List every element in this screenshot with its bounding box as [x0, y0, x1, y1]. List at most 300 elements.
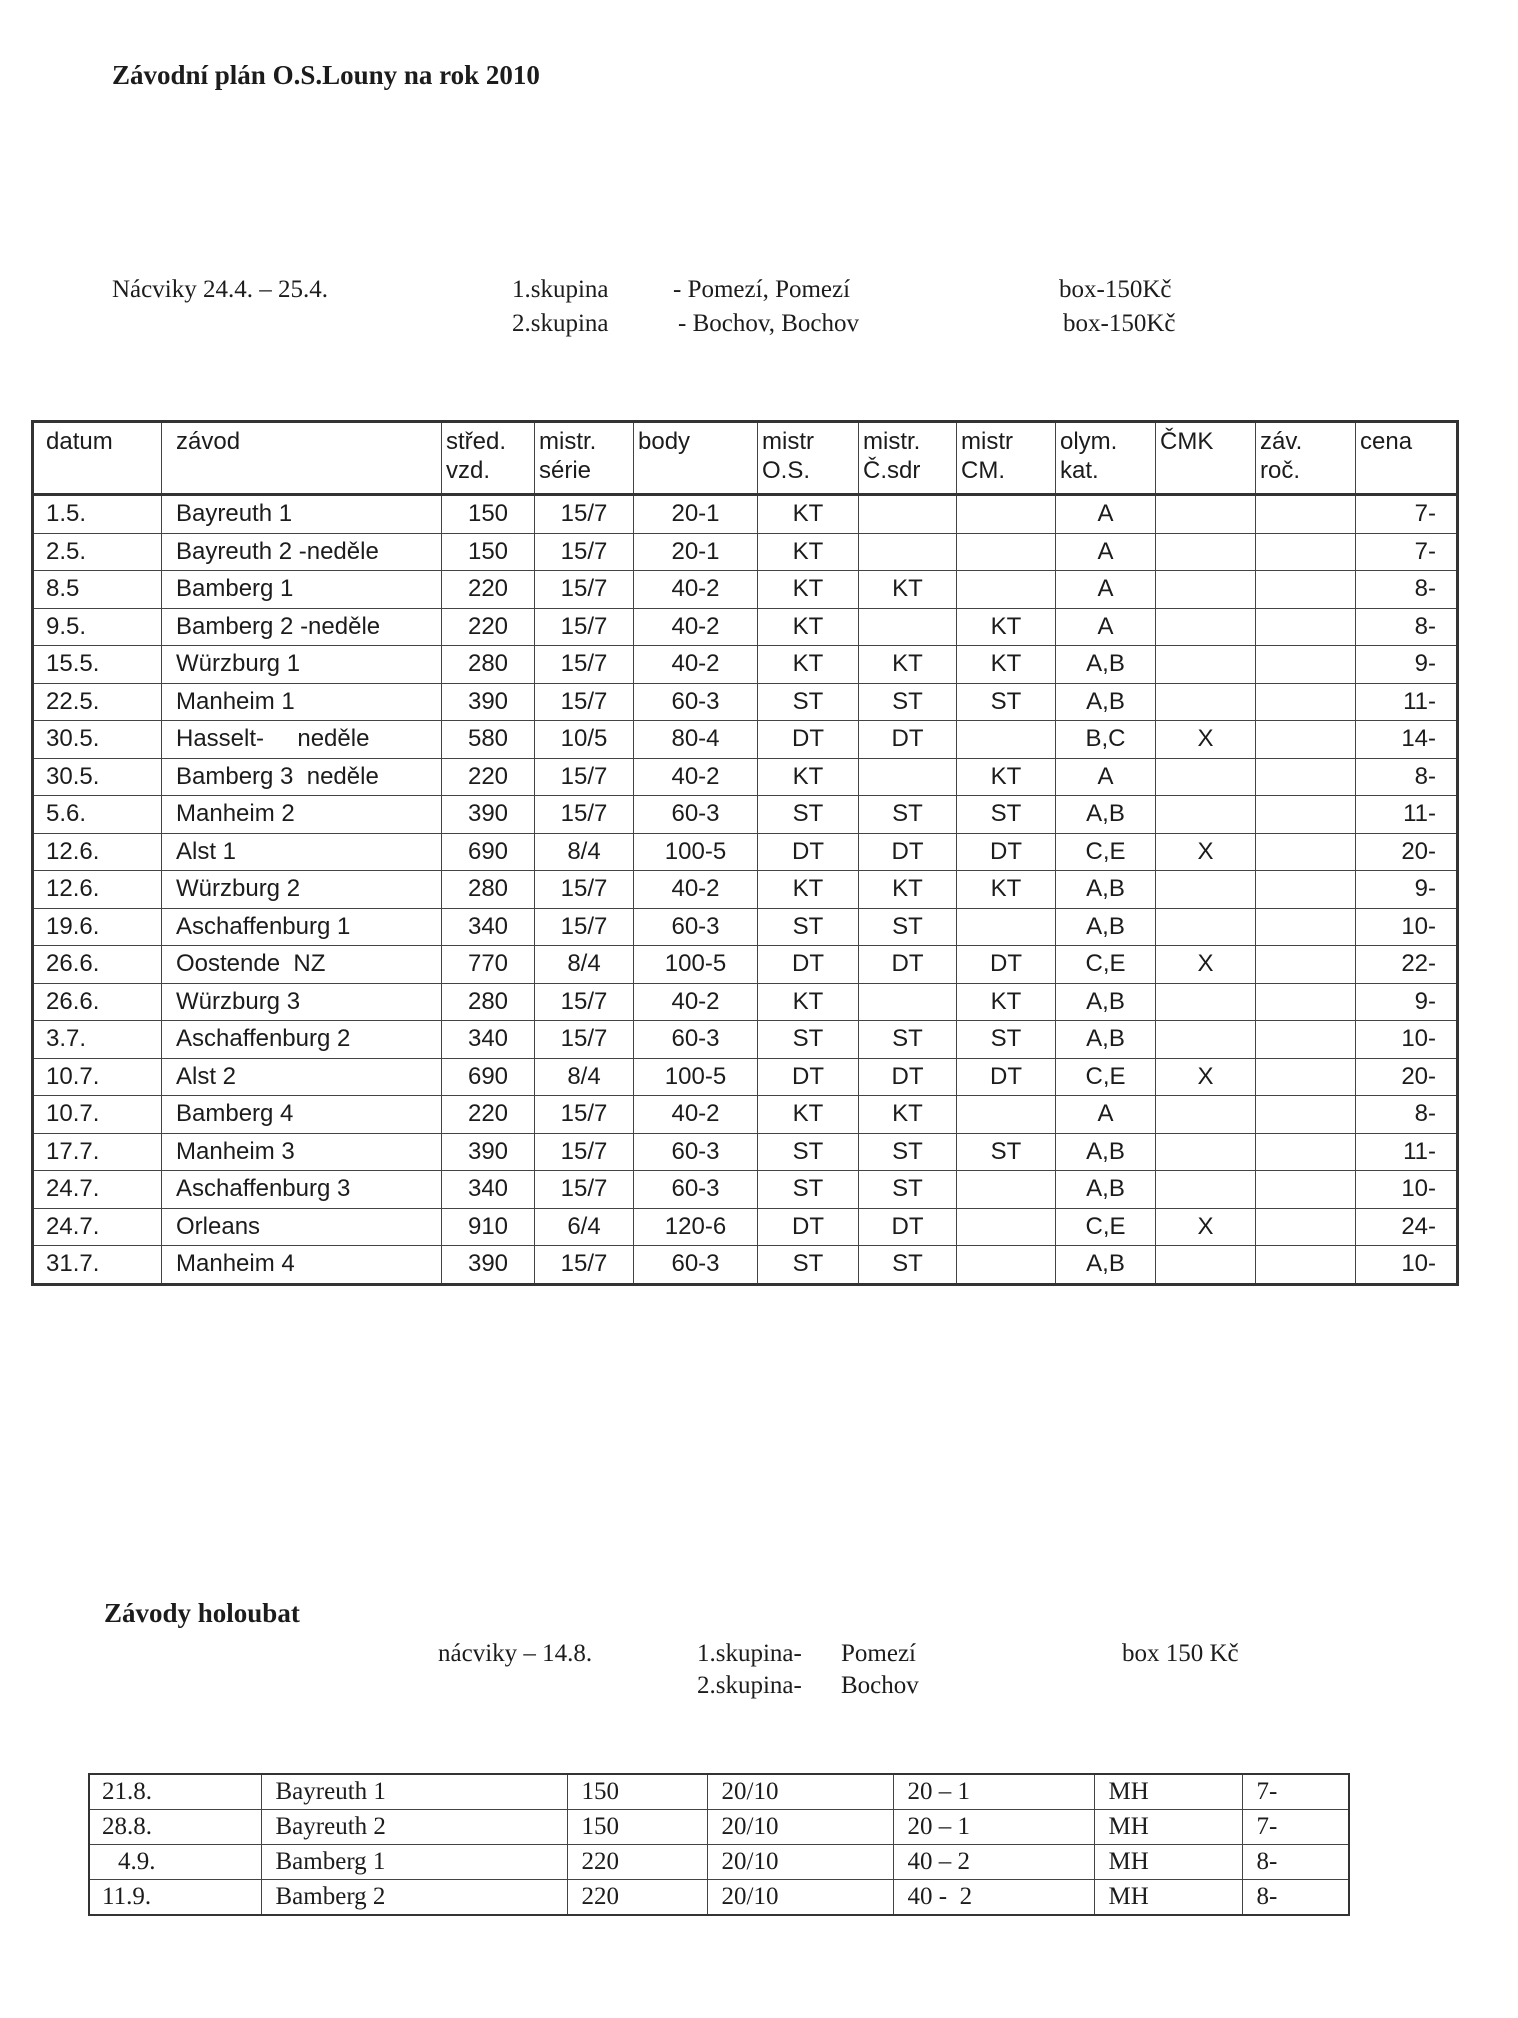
cell-cena: 8-	[1356, 571, 1458, 609]
cell-stred-vzd: 220	[442, 1096, 535, 1134]
cell-olym-kat: A	[1056, 608, 1156, 646]
cell-datum: 8.5	[33, 571, 162, 609]
cell-mistr-serie: 10/5	[535, 721, 634, 759]
header-olym-kat	[1056, 422, 1156, 495]
cell-stred-vzd: 580	[442, 721, 535, 759]
cell-body: 100-5	[634, 946, 758, 984]
cell-cmk	[1156, 908, 1256, 946]
table-row	[33, 1246, 1458, 1285]
cell-cmk	[1156, 871, 1256, 909]
young-cell-cena: 7-	[1242, 1810, 1349, 1845]
cell-zavod: Bamberg 4	[162, 1096, 442, 1134]
cell-zav-roc	[1256, 1246, 1356, 1285]
table-row	[33, 1171, 1458, 1209]
cell-zav-roc	[1256, 758, 1356, 796]
table-row	[33, 946, 1458, 984]
page-title: Závodní plán O.S.Louny na rok 2010	[112, 60, 540, 90]
header-olym-kat-line-1: olym.	[1060, 428, 1118, 455]
cell-cmk	[1156, 533, 1256, 571]
cell-mistr-os: DT	[758, 833, 859, 871]
cell-mistr-serie: 15/7	[535, 495, 634, 534]
cell-cmk: X	[1156, 721, 1256, 759]
cell-cmk	[1156, 796, 1256, 834]
cell-mistr-csdr	[859, 608, 957, 646]
cell-mistr-csdr: KT	[859, 571, 957, 609]
cell-zavod: Bayreuth 1	[162, 495, 442, 534]
cell-mistr-serie: 15/7	[535, 646, 634, 684]
cell-zav-roc	[1256, 1208, 1356, 1246]
cell-zavod: Manheim 1	[162, 683, 442, 721]
cell-cena: 11-	[1356, 796, 1458, 834]
header-zav-roc	[1256, 422, 1356, 495]
young-cell-body: 20 – 1	[893, 1774, 1094, 1810]
table-row	[33, 983, 1458, 1021]
cell-datum: 9.5.	[33, 608, 162, 646]
cell-stred-vzd: 390	[442, 1133, 535, 1171]
cell-mistr-csdr: DT	[859, 1208, 957, 1246]
cell-mistr-csdr: ST	[859, 1171, 957, 1209]
header-mistr-csdr-line-2: Č.sdr	[863, 457, 921, 484]
header-olym-kat-line-2: kat.	[1060, 457, 1099, 484]
cell-zav-roc	[1256, 683, 1356, 721]
cell-cena: 10-	[1356, 1171, 1458, 1209]
cell-mistr-csdr: ST	[859, 683, 957, 721]
cell-olym-kat: A,B	[1056, 871, 1156, 909]
cell-olym-kat: C,E	[1056, 946, 1156, 984]
header-stred-vzd-line-1: střed.	[446, 428, 507, 455]
cell-body: 40-2	[634, 571, 758, 609]
cell-stred-vzd: 390	[442, 796, 535, 834]
cell-mistr-csdr: ST	[859, 1133, 957, 1171]
cell-cmk	[1156, 495, 1256, 534]
cell-mistr-serie: 8/4	[535, 946, 634, 984]
cell-mistr-csdr: DT	[859, 1058, 957, 1096]
young-cell-serie: 20/10	[707, 1880, 893, 1916]
header-stred-vzd	[442, 422, 535, 495]
cell-mistr-serie: 15/7	[535, 983, 634, 1021]
cell-zav-roc	[1256, 946, 1356, 984]
cell-mistr-serie: 8/4	[535, 833, 634, 871]
cell-olym-kat: A,B	[1056, 683, 1156, 721]
cell-mistr-cm: KT	[957, 608, 1056, 646]
header-mistr-csdr-line-1: mistr.	[863, 428, 921, 455]
young-cell-kat: MH	[1094, 1774, 1242, 1810]
cell-olym-kat: A,B	[1056, 908, 1156, 946]
cell-cmk	[1156, 608, 1256, 646]
cell-mistr-os: KT	[758, 646, 859, 684]
cell-zav-roc	[1256, 871, 1356, 909]
table-row	[33, 495, 1458, 534]
young-birds-title: Závody holoubat	[104, 1598, 300, 1628]
cell-cmk	[1156, 571, 1256, 609]
cell-cena: 10-	[1356, 1246, 1458, 1285]
cell-body: 40-2	[634, 608, 758, 646]
cell-mistr-cm: DT	[957, 833, 1056, 871]
cell-mistr-os: DT	[758, 946, 859, 984]
header-mistr-csdr	[859, 422, 957, 495]
young-cell-kat: MH	[1094, 1845, 1242, 1880]
header-stred-vzd-line-2: vzd.	[446, 457, 491, 484]
cell-mistr-os: KT	[758, 871, 859, 909]
cell-stred-vzd: 770	[442, 946, 535, 984]
young-place-1: Pomezí	[841, 1640, 916, 1667]
cell-mistr-csdr: ST	[859, 796, 957, 834]
cell-mistr-cm: ST	[957, 1021, 1056, 1059]
cell-zav-roc	[1256, 983, 1356, 1021]
cell-mistr-os: KT	[758, 1096, 859, 1134]
header-cmk	[1156, 422, 1256, 495]
cell-zavod: Orleans	[162, 1208, 442, 1246]
cell-cmk	[1156, 1171, 1256, 1209]
young-cell-cena: 8-	[1242, 1880, 1349, 1916]
cell-cmk	[1156, 758, 1256, 796]
cell-zavod: Aschaffenburg 1	[162, 908, 442, 946]
table-row	[89, 1845, 1349, 1880]
table-row	[89, 1880, 1349, 1916]
cell-body: 100-5	[634, 833, 758, 871]
cell-mistr-serie: 15/7	[535, 796, 634, 834]
cell-mistr-os: ST	[758, 796, 859, 834]
young-cell-zavod: Bayreuth 1	[261, 1774, 567, 1810]
young-cell-zavod: Bamberg 1	[261, 1845, 567, 1880]
header-zav-roc-line-2: roč.	[1260, 457, 1301, 484]
cell-mistr-csdr: ST	[859, 1246, 957, 1285]
cell-mistr-serie: 15/7	[535, 908, 634, 946]
cell-datum: 17.7.	[33, 1133, 162, 1171]
cell-zav-roc	[1256, 1021, 1356, 1059]
cell-body: 40-2	[634, 646, 758, 684]
cell-mistr-cm: KT	[957, 983, 1056, 1021]
cell-zavod: Würzburg 1	[162, 646, 442, 684]
cell-mistr-csdr	[859, 495, 957, 534]
cell-mistr-os: DT	[758, 1058, 859, 1096]
cell-zav-roc	[1256, 1058, 1356, 1096]
cell-mistr-csdr: KT	[859, 646, 957, 684]
training-group-1: 1.skupina	[512, 276, 609, 303]
cell-datum: 22.5.	[33, 683, 162, 721]
cell-zav-roc	[1256, 533, 1356, 571]
cell-zav-roc	[1256, 796, 1356, 834]
cell-datum: 3.7.	[33, 1021, 162, 1059]
cell-mistr-os: KT	[758, 758, 859, 796]
cell-zavod: Würzburg 2	[162, 871, 442, 909]
cell-mistr-cm: KT	[957, 646, 1056, 684]
cell-stred-vzd: 910	[442, 1208, 535, 1246]
cell-body: 40-2	[634, 1096, 758, 1134]
cell-cena: 7-	[1356, 533, 1458, 571]
cell-mistr-csdr: KT	[859, 1096, 957, 1134]
header-mistr-cm	[957, 422, 1056, 495]
cell-zavod: Manheim 4	[162, 1246, 442, 1285]
young-cell-datum: 21.8.	[89, 1774, 261, 1810]
header-zavod-line-1: závod	[176, 428, 241, 455]
cell-stred-vzd: 690	[442, 1058, 535, 1096]
table-row	[89, 1810, 1349, 1845]
young-cell-body: 40 - 2	[893, 1880, 1094, 1916]
table-row	[33, 571, 1458, 609]
cell-zavod: Aschaffenburg 2	[162, 1021, 442, 1059]
cell-mistr-cm	[957, 571, 1056, 609]
cell-mistr-cm	[957, 908, 1056, 946]
cell-zav-roc	[1256, 1096, 1356, 1134]
header-mistr-os-line-1: mistr	[762, 428, 814, 455]
cell-body: 80-4	[634, 721, 758, 759]
cell-stred-vzd: 340	[442, 1021, 535, 1059]
cell-mistr-os: KT	[758, 533, 859, 571]
young-group-1: 1.skupina-	[697, 1640, 802, 1667]
cell-zav-roc	[1256, 608, 1356, 646]
cell-mistr-serie: 6/4	[535, 1208, 634, 1246]
cell-olym-kat: A	[1056, 758, 1156, 796]
header-cmk-line-1: ČMK	[1160, 428, 1214, 455]
cell-zavod: Bamberg 1	[162, 571, 442, 609]
cell-stred-vzd: 340	[442, 908, 535, 946]
header-cena-line-1: cena	[1360, 428, 1413, 455]
cell-mistr-os: ST	[758, 908, 859, 946]
cell-olym-kat: A	[1056, 571, 1156, 609]
cell-mistr-serie: 15/7	[535, 1171, 634, 1209]
cell-zavod: Würzburg 3	[162, 983, 442, 1021]
cell-mistr-cm: KT	[957, 871, 1056, 909]
young-cell-kat: MH	[1094, 1880, 1242, 1916]
young-cell-vzd: 150	[567, 1810, 707, 1845]
cell-mistr-csdr	[859, 533, 957, 571]
table-row	[33, 833, 1458, 871]
cell-olym-kat: C,E	[1056, 1208, 1156, 1246]
young-cell-vzd: 150	[567, 1774, 707, 1810]
cell-datum: 15.5.	[33, 646, 162, 684]
cell-olym-kat: A,B	[1056, 1133, 1156, 1171]
cell-olym-kat: B,C	[1056, 721, 1156, 759]
cell-cena: 10-	[1356, 1021, 1458, 1059]
cell-olym-kat: A	[1056, 495, 1156, 534]
cell-olym-kat: A,B	[1056, 1021, 1156, 1059]
cell-zav-roc	[1256, 908, 1356, 946]
young-cell-zavod: Bamberg 2	[261, 1880, 567, 1916]
cell-stred-vzd: 690	[442, 833, 535, 871]
cell-mistr-os: ST	[758, 683, 859, 721]
header-mistr-cm-line-1: mistr	[961, 428, 1013, 455]
cell-body: 60-3	[634, 796, 758, 834]
cell-zav-roc	[1256, 495, 1356, 534]
cell-stred-vzd: 340	[442, 1171, 535, 1209]
young-cell-serie: 20/10	[707, 1774, 893, 1810]
young-cell-serie: 20/10	[707, 1845, 893, 1880]
cell-mistr-serie: 15/7	[535, 871, 634, 909]
training-place-2: - Bochov, Bochov	[678, 310, 859, 337]
cell-stred-vzd: 150	[442, 533, 535, 571]
cell-zavod: Alst 2	[162, 1058, 442, 1096]
cell-cena: 11-	[1356, 1133, 1458, 1171]
cell-cena: 24-	[1356, 1208, 1458, 1246]
cell-mistr-serie: 15/7	[535, 1246, 634, 1285]
cell-zavod: Hasselt- neděle	[162, 721, 442, 759]
cell-mistr-serie: 8/4	[535, 1058, 634, 1096]
cell-mistr-cm: ST	[957, 1133, 1056, 1171]
training-group-2: 2.skupina	[512, 310, 609, 337]
cell-body: 60-3	[634, 683, 758, 721]
young-cell-datum: 4.9.	[89, 1845, 261, 1880]
young-cell-serie: 20/10	[707, 1810, 893, 1845]
cell-mistr-cm	[957, 1171, 1056, 1209]
cell-body: 40-2	[634, 983, 758, 1021]
cell-mistr-os: KT	[758, 571, 859, 609]
cell-zavod: Bayreuth 2 -neděle	[162, 533, 442, 571]
table-row	[33, 1021, 1458, 1059]
table-row	[89, 1774, 1349, 1810]
cell-mistr-serie: 15/7	[535, 608, 634, 646]
cell-olym-kat: A,B	[1056, 1246, 1156, 1285]
table-row	[33, 796, 1458, 834]
cell-cena: 9-	[1356, 646, 1458, 684]
cell-cmk	[1156, 1246, 1256, 1285]
cell-zav-roc	[1256, 1133, 1356, 1171]
cell-mistr-serie: 15/7	[535, 1021, 634, 1059]
cell-datum: 24.7.	[33, 1171, 162, 1209]
header-datum-line-1: datum	[46, 428, 113, 455]
cell-zav-roc	[1256, 646, 1356, 684]
table-row	[33, 871, 1458, 909]
young-cell-body: 40 – 2	[893, 1845, 1094, 1880]
cell-mistr-csdr: DT	[859, 721, 957, 759]
young-group-2: 2.skupina-	[697, 1672, 802, 1699]
cell-cena: 10-	[1356, 908, 1458, 946]
cell-cmk: X	[1156, 946, 1256, 984]
cell-body: 60-3	[634, 1021, 758, 1059]
cell-mistr-csdr	[859, 758, 957, 796]
cell-mistr-cm: DT	[957, 946, 1056, 984]
cell-mistr-csdr: DT	[859, 946, 957, 984]
cell-mistr-os: ST	[758, 1021, 859, 1059]
header-body-line-1: body	[638, 428, 691, 455]
cell-mistr-serie: 15/7	[535, 683, 634, 721]
cell-cena: 20-	[1356, 833, 1458, 871]
cell-mistr-os: DT	[758, 1208, 859, 1246]
cell-mistr-csdr: ST	[859, 1021, 957, 1059]
cell-olym-kat: A,B	[1056, 983, 1156, 1021]
training-price-2: box-150Kč	[1063, 310, 1176, 337]
cell-mistr-os: ST	[758, 1171, 859, 1209]
cell-mistr-cm: KT	[957, 758, 1056, 796]
table-row	[33, 721, 1458, 759]
table-row	[33, 533, 1458, 571]
header-row	[33, 422, 1458, 495]
cell-cmk	[1156, 1133, 1256, 1171]
cell-cmk	[1156, 983, 1256, 1021]
header-body	[634, 422, 758, 495]
cell-zavod: Bamberg 2 -neděle	[162, 608, 442, 646]
header-datum	[33, 422, 162, 495]
cell-cena: 7-	[1356, 495, 1458, 534]
header-zav-roc-line-1: záv.	[1260, 428, 1303, 455]
table-row	[33, 1096, 1458, 1134]
table-row	[33, 1058, 1458, 1096]
cell-mistr-cm	[957, 721, 1056, 759]
cell-mistr-os: ST	[758, 1133, 859, 1171]
cell-mistr-serie: 15/7	[535, 1133, 634, 1171]
cell-datum: 12.6.	[33, 871, 162, 909]
cell-mistr-os: KT	[758, 608, 859, 646]
cell-body: 100-5	[634, 1058, 758, 1096]
cell-datum: 12.6.	[33, 833, 162, 871]
cell-body: 40-2	[634, 758, 758, 796]
cell-olym-kat: A	[1056, 1096, 1156, 1134]
header-mistr-serie-line-2: série	[539, 457, 592, 484]
cell-zavod: Manheim 2	[162, 796, 442, 834]
cell-body: 20-1	[634, 533, 758, 571]
cell-mistr-cm	[957, 1208, 1056, 1246]
header-mistr-cm-line-2: CM.	[961, 457, 1005, 484]
cell-body: 60-3	[634, 908, 758, 946]
young-place-2: Bochov	[841, 1672, 919, 1699]
cell-mistr-serie: 15/7	[535, 758, 634, 796]
cell-stred-vzd: 220	[442, 608, 535, 646]
table-row	[33, 758, 1458, 796]
cell-olym-kat: A,B	[1056, 796, 1156, 834]
cell-zav-roc	[1256, 833, 1356, 871]
cell-zavod: Manheim 3	[162, 1133, 442, 1171]
cell-cena: 9-	[1356, 983, 1458, 1021]
cell-mistr-os: KT	[758, 495, 859, 534]
young-cell-vzd: 220	[567, 1880, 707, 1916]
cell-datum: 19.6.	[33, 908, 162, 946]
header-zavod	[162, 422, 442, 495]
cell-mistr-cm: ST	[957, 683, 1056, 721]
cell-body: 60-3	[634, 1133, 758, 1171]
cell-datum: 30.5.	[33, 758, 162, 796]
cell-stred-vzd: 280	[442, 871, 535, 909]
cell-cena: 8-	[1356, 608, 1458, 646]
cell-zavod: Aschaffenburg 3	[162, 1171, 442, 1209]
cell-stred-vzd: 390	[442, 683, 535, 721]
cell-zavod: Oostende NZ	[162, 946, 442, 984]
cell-stred-vzd: 220	[442, 758, 535, 796]
young-cell-datum: 28.8.	[89, 1810, 261, 1845]
young-cell-datum: 11.9.	[89, 1880, 261, 1916]
header-mistr-serie-line-1: mistr.	[539, 428, 597, 455]
cell-cena: 22-	[1356, 946, 1458, 984]
cell-datum: 31.7.	[33, 1246, 162, 1285]
table-row	[33, 646, 1458, 684]
cell-mistr-csdr	[859, 983, 957, 1021]
header-mistr-os-line-2: O.S.	[762, 457, 811, 484]
cell-zavod: Bamberg 3 neděle	[162, 758, 442, 796]
young-price-1: box 150 Kč	[1122, 1640, 1239, 1667]
cell-cena: 11-	[1356, 683, 1458, 721]
cell-cena: 14-	[1356, 721, 1458, 759]
cell-stred-vzd: 280	[442, 983, 535, 1021]
cell-olym-kat: A,B	[1056, 646, 1156, 684]
young-cell-cena: 7-	[1242, 1774, 1349, 1810]
cell-datum: 2.5.	[33, 533, 162, 571]
cell-mistr-cm	[957, 1096, 1056, 1134]
cell-mistr-os: KT	[758, 983, 859, 1021]
cell-cmk	[1156, 1096, 1256, 1134]
cell-stred-vzd: 150	[442, 495, 535, 534]
table-row	[33, 908, 1458, 946]
cell-mistr-csdr: DT	[859, 833, 957, 871]
cell-body: 40-2	[634, 871, 758, 909]
cell-mistr-cm: DT	[957, 1058, 1056, 1096]
young-birds-table	[88, 1773, 1350, 1916]
cell-zav-roc	[1256, 721, 1356, 759]
cell-mistr-os: ST	[758, 1246, 859, 1285]
cell-mistr-cm	[957, 1246, 1056, 1285]
cell-stred-vzd: 220	[442, 571, 535, 609]
cell-body: 20-1	[634, 495, 758, 534]
cell-cmk	[1156, 1021, 1256, 1059]
cell-cmk	[1156, 683, 1256, 721]
